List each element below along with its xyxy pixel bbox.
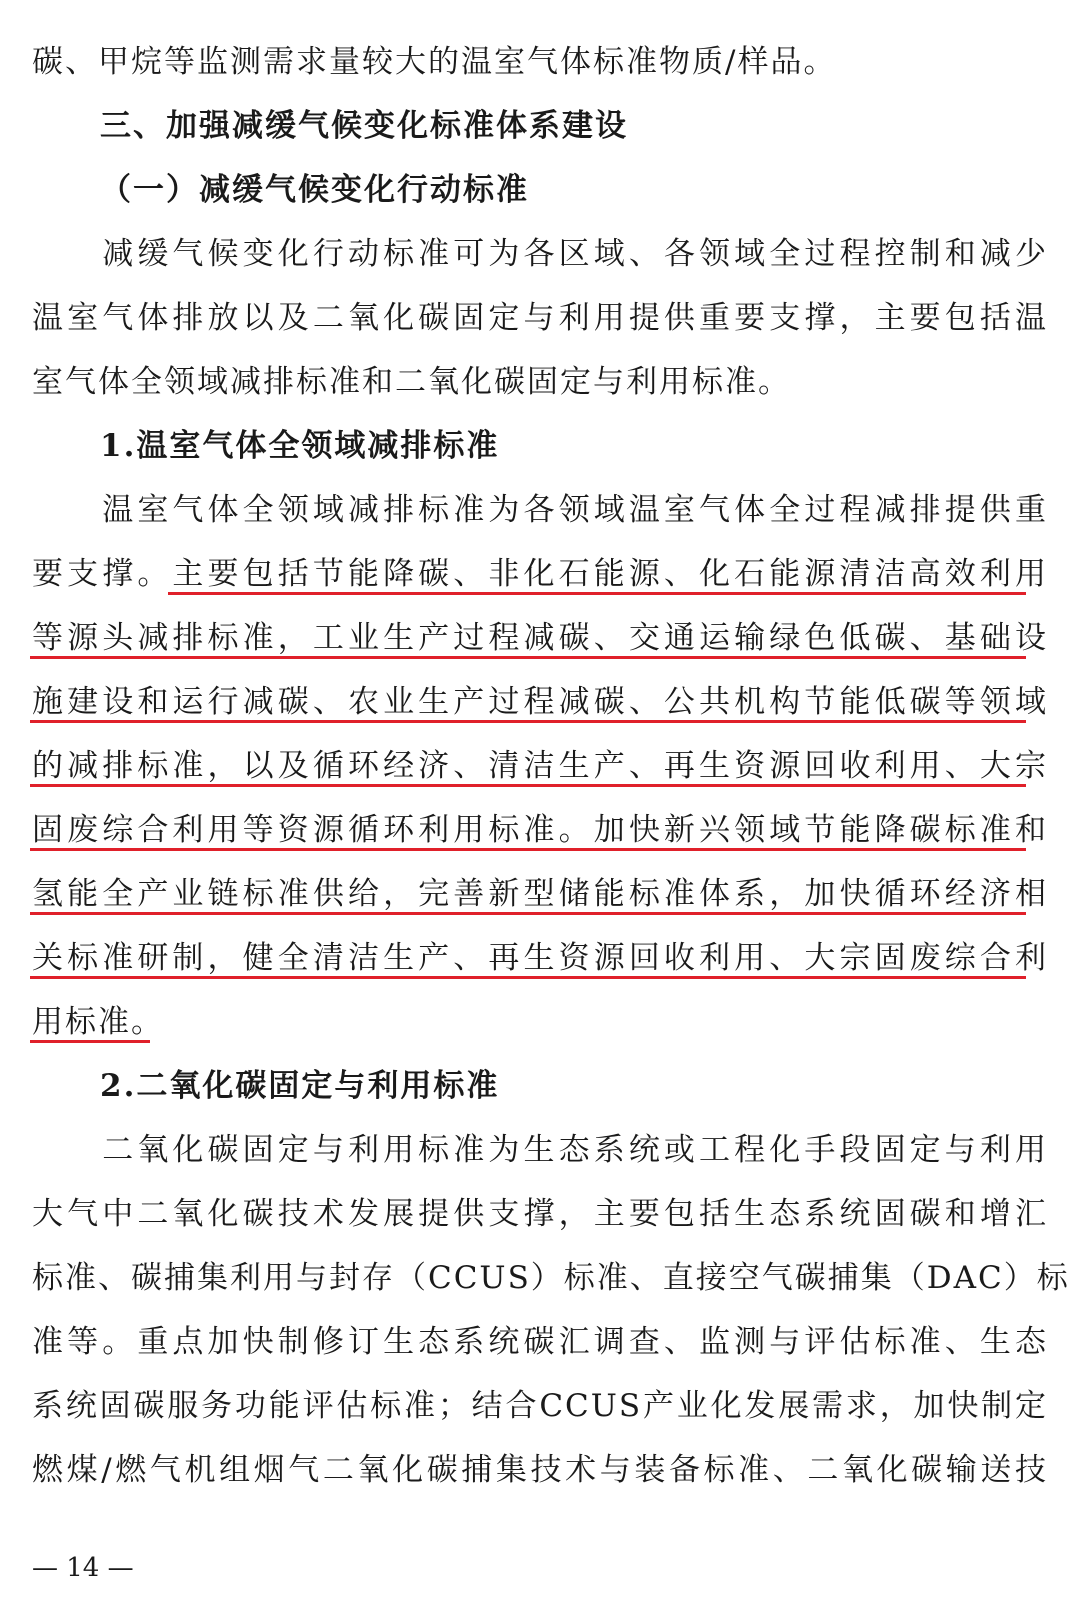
text-line: 的减排标准，以及循环经济、清洁生产、再生资源回收利用、大宗	[32, 748, 1048, 784]
text-line: 氢能全产业链标准供给，完善新型储能标准体系，加快循环经济相	[32, 876, 1048, 912]
red-underline	[30, 1040, 150, 1043]
text-line: 温室气体全领域减排标准为各领域温室气体全过程减排提供重	[32, 492, 1048, 528]
text-line: 碳、甲烷等监测需求量较大的温室气体标准物质/样品。	[32, 44, 837, 80]
text-line: 大气中二氧化碳技术发展提供支撑，主要包括生态系统固碳和增汇	[32, 1196, 1048, 1232]
text-line: 标准、碳捕集利用与封存（CCUS）标准、直接空气碳捕集（DAC）标	[32, 1260, 1070, 1296]
red-underline	[30, 784, 1026, 787]
text-line: 室气体全领域减排标准和二氧化碳固定与利用标准。	[32, 364, 791, 400]
page-number: — 14 —	[32, 1553, 134, 1583]
text-line: 要支撑。主要包括节能降碳、非化石能源、化石能源清洁高效利用	[32, 556, 1048, 592]
red-underline	[30, 912, 1026, 915]
text-line: 关标准研制，健全清洁生产、再生资源回收利用、大宗固废综合利	[32, 940, 1048, 976]
red-underline	[30, 656, 1026, 659]
section-heading: 三、加强减缓气候变化标准体系建设	[100, 108, 628, 144]
item-heading: 1.温室气体全领域减排标准	[100, 428, 500, 464]
text-line: 二氧化碳固定与利用标准为生态系统或工程化手段固定与利用	[32, 1132, 1048, 1168]
text-line: 减缓气候变化行动标准可为各区域、各领域全过程控制和减少	[32, 236, 1048, 272]
red-underline	[30, 720, 1026, 723]
text-line: 燃煤/燃气机组烟气二氧化碳捕集技术与装备标准、二氧化碳输送技	[32, 1452, 1048, 1488]
text-line: 固废综合利用等资源循环利用标准。加快新兴领域节能降碳标准和	[32, 812, 1048, 848]
text-line: 系统固碳服务功能评估标准；结合CCUS产业化发展需求，加快制定	[32, 1388, 1048, 1424]
text-line: 温室气体排放以及二氧化碳固定与利用提供重要支撑，主要包括温	[32, 300, 1048, 336]
text-line: 准等。重点加快制修订生态系统碳汇调查、监测与评估标准、生态	[32, 1324, 1048, 1360]
text-line: 用标准。	[32, 1004, 164, 1040]
text-line: 等源头减排标准，工业生产过程减碳、交通运输绿色低碳、基础设	[32, 620, 1048, 656]
item-heading: 2.二氧化碳固定与利用标准	[100, 1068, 500, 1104]
subsection-heading: （一）减缓气候变化行动标准	[100, 172, 529, 208]
red-underline	[168, 592, 1026, 595]
red-underline	[30, 976, 1026, 979]
text-line: 施建设和运行减碳、农业生产过程减碳、公共机构节能低碳等领域	[32, 684, 1048, 720]
red-underline	[30, 848, 1026, 851]
